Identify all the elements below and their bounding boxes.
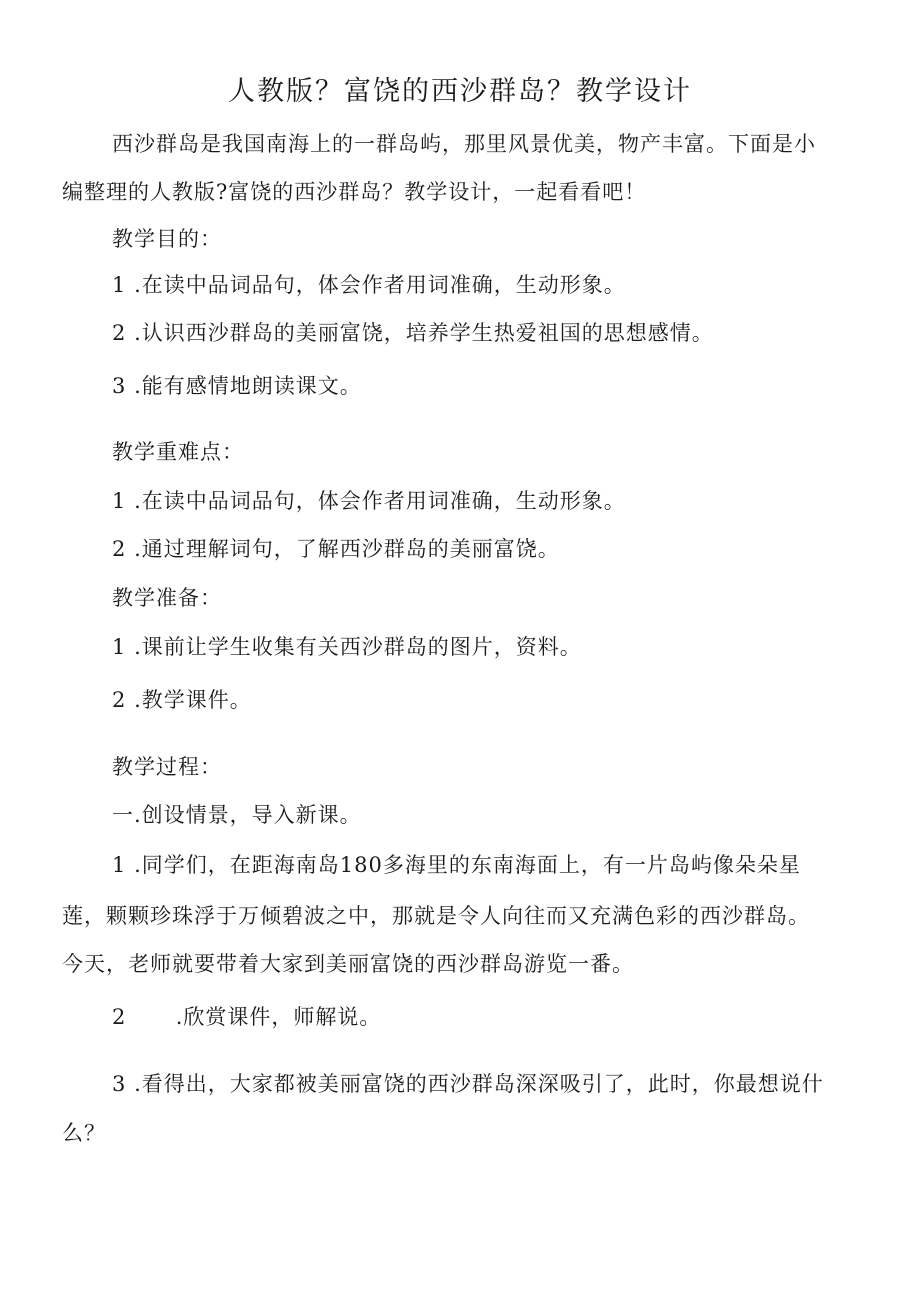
item-text: .能有感情地朗读课文。 — [134, 374, 362, 398]
process-step-1-line-3: 今天，老师就要带着大家到美丽富饶的西沙群岛游览一番。 — [62, 952, 634, 976]
process-step-3-line-1 — [112, 1071, 824, 1097]
item-text: .同学们，在距海南岛180多海里的东南海面上，有一片岛屿像朵朵星 — [134, 853, 801, 877]
item-text: .教学课件。 — [134, 688, 252, 712]
process-step-1-line-1 — [112, 852, 801, 878]
process-step-1-line-2: 莲，颗颗珍珠浮于万倾碧波之中，那就是令人向往而又充满色彩的西沙群岛。 — [62, 904, 810, 928]
item-number: 2 — [112, 1005, 127, 1029]
goal-item — [112, 272, 626, 298]
process-step-2 — [112, 1004, 381, 1030]
goals-heading: 教学目的： — [112, 227, 222, 251]
preparation-item — [112, 687, 252, 713]
item-number: 2 — [112, 688, 127, 712]
key-point-item — [112, 536, 560, 562]
item-text: .在读中品词品句，体会作者用词准确，生动形象。 — [134, 273, 626, 297]
document-title: 人教版？富饶的西沙群岛？教学设计 — [228, 76, 692, 107]
item-text: .看得出，大家都被美丽富饶的西沙群岛深深吸引了，此时，你最想说什 — [134, 1072, 824, 1096]
item-text: .课前让学生收集有关西沙群岛的图片，资料。 — [134, 635, 582, 659]
item-number: 1 — [112, 635, 127, 659]
intro-line-2: 编整理的人教版?富饶的西沙群岛？教学设计，一起看看吧！ — [62, 180, 647, 204]
item-number: 1 — [112, 853, 127, 877]
item-text: .认识西沙群岛的美丽富饶，培养学生热爱祖国的思想感情。 — [134, 321, 714, 345]
item-number: 1 — [112, 489, 127, 513]
item-number: 2 — [112, 537, 127, 561]
goal-item — [112, 320, 714, 346]
item-text: .通过理解词句，了解西沙群岛的美丽富饶。 — [134, 537, 560, 561]
intro-line-1: 西沙群岛是我国南海上的一群岛屿，那里风景优美，物产丰富。下面是小 — [112, 132, 816, 156]
item-number: 3 — [112, 374, 127, 398]
process-step-3-line-2: 么？ — [62, 1121, 106, 1145]
item-number: 2 — [112, 321, 127, 345]
preparation-item — [112, 634, 582, 660]
item-number: 1 — [112, 273, 127, 297]
item-number: 3 — [112, 1072, 127, 1096]
goal-item — [112, 373, 362, 399]
process-heading: 教学过程： — [112, 755, 222, 779]
process-section-title: 一.创设情景，导入新课。 — [112, 803, 362, 827]
item-text: .在读中品词品句，体会作者用词准确，生动形象。 — [134, 489, 626, 513]
preparation-heading: 教学准备： — [112, 586, 222, 610]
item-text: .欣赏课件，师解说。 — [175, 1005, 382, 1029]
key-points-heading: 教学重难点： — [112, 440, 244, 464]
key-point-item — [112, 488, 626, 514]
